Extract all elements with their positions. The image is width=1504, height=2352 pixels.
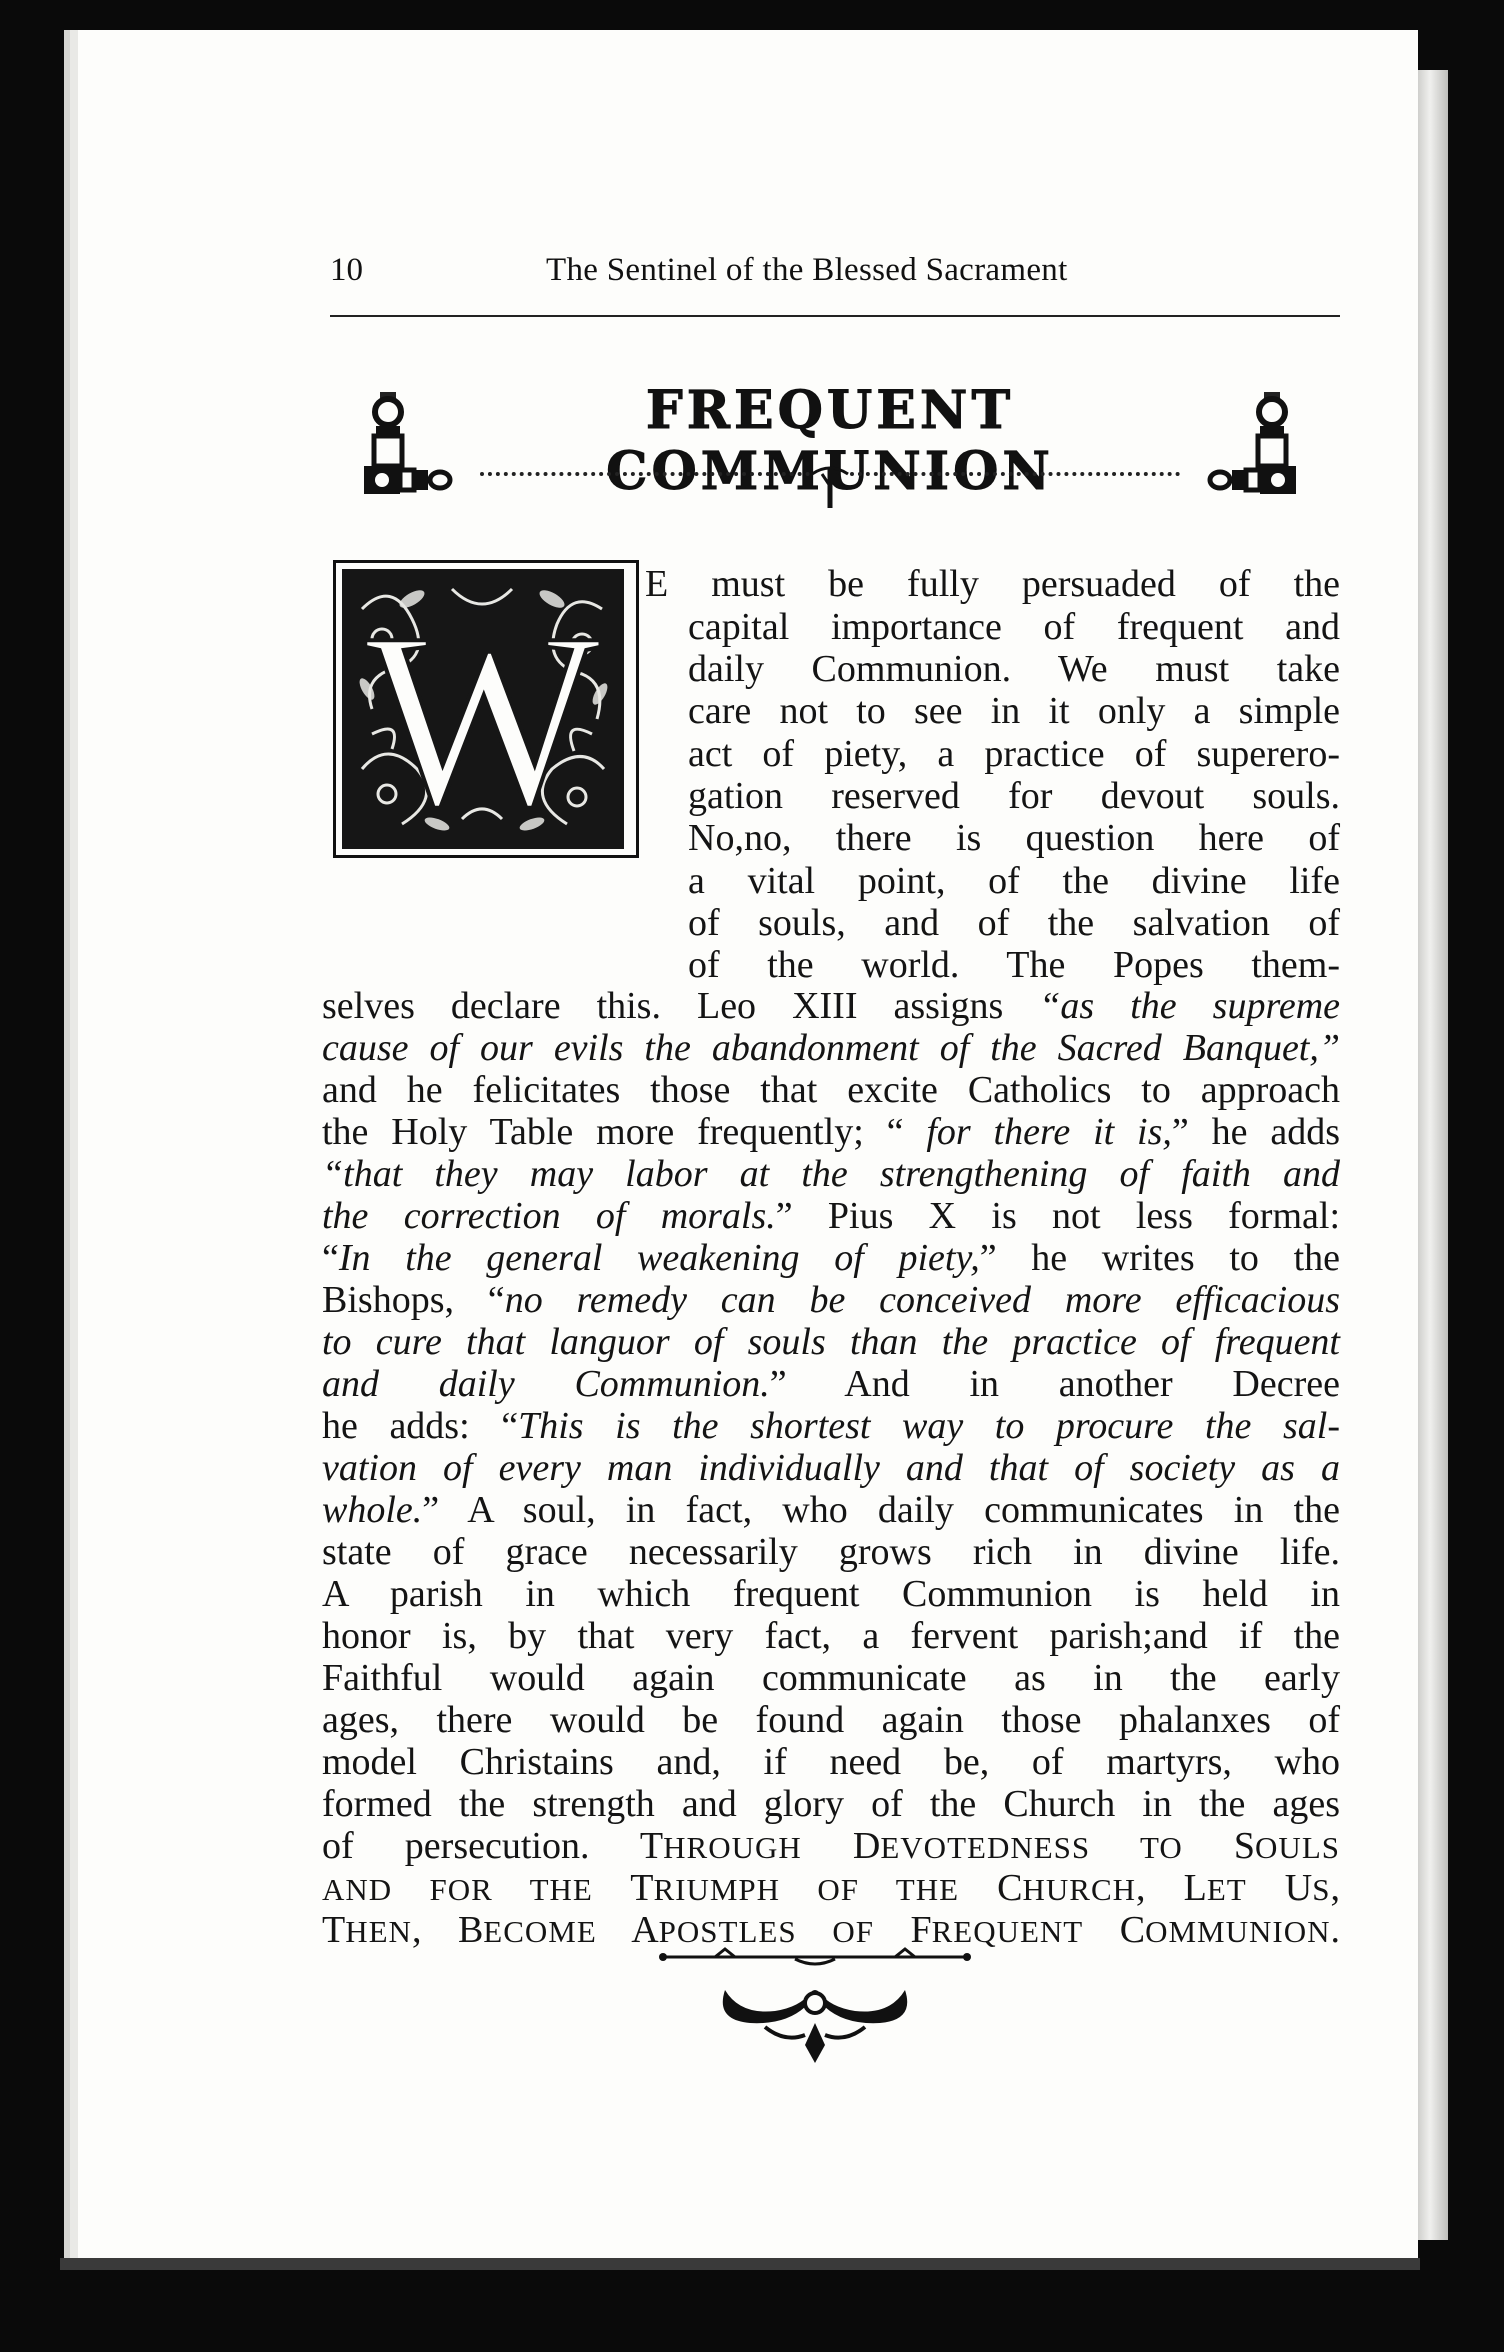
body-line: formed the strength and glory of the Church in the ages [322, 1783, 1340, 1825]
body-line: cause of our evils the abandonment of the Sacred Banquet,” [322, 1027, 1340, 1069]
body-line: “In the general weakening of piety,” he writes to the [322, 1237, 1340, 1279]
page-number: 10 [330, 252, 363, 288]
body-line: ages, there would be found again those phalanxes of [322, 1699, 1340, 1741]
body-line: the Holy Table more frequently; “ for there it is,” he adds [322, 1111, 1340, 1153]
body-line: and daily Communion.” And in another Decree [322, 1363, 1340, 1405]
body-line: and he felicitates those that excite Catholics to approach [322, 1069, 1340, 1111]
article-title: FREQUENT COMMUNION [606, 380, 1054, 502]
body-line: honor is, by that very fact, a fervent parish;and if the [322, 1615, 1340, 1657]
body-line: AND FOR THE TRIUMPH OF THE CHURCH, LET US, [322, 1867, 1341, 1909]
body-line: care not to see in it only a simple [688, 690, 1340, 732]
body-line: A parish in which frequent Communion is held in [322, 1573, 1340, 1615]
body-line: state of grace necessarily grows rich in divine life. [322, 1531, 1340, 1573]
body-line: capital importance of frequent and [688, 606, 1340, 648]
body-line: a vital point, of the divine life [688, 860, 1340, 902]
running-title: The Sentinel of the Blessed Sacrament [546, 252, 1068, 288]
body-line: “that they may labor at the strengthening of faith and [322, 1153, 1340, 1195]
body-line: whole.” A soul, in fact, who daily communicates in the [322, 1489, 1340, 1531]
body-line: to cure that languor of souls than the practice of frequent [322, 1321, 1340, 1363]
body-line: of souls, and of the salvation of [688, 902, 1340, 944]
body-line: No,no, there is question here of [688, 817, 1340, 859]
body-line: act of piety, a practice of superero- [688, 733, 1340, 775]
body-line: E must be fully persuaded of the [645, 563, 1340, 605]
body-line: THEN, BECOME APOSTLES OF FREQUENT COMMUNION. [322, 1909, 1340, 1951]
body-line: Faithful would again communicate as in the early [322, 1657, 1340, 1699]
svg-text:W: W [365, 582, 601, 849]
tailpiece-ornament-icon [655, 1945, 975, 2075]
body-line: vation of every man individually and that of society as a [322, 1447, 1340, 1489]
body-line: of the world. The Popes them- [688, 944, 1340, 986]
body-line: he adds: “This is the shortest way to procure the sal- [322, 1405, 1340, 1447]
body-line: Bishops, “no remedy can be conceived more efficacious [322, 1279, 1340, 1321]
body-line: model Christains and, if need be, of martyrs, who [322, 1741, 1340, 1783]
body-line: selves declare this. Leo XIII assigns “as the supreme [322, 985, 1341, 1027]
body-line: daily Communion. We must take [688, 648, 1340, 690]
body-line: the correction of morals.” Pius X is not less formal: [322, 1195, 1340, 1237]
body-line: of persecution. THROUGH DEVOTEDNESS TO SOULS [322, 1825, 1340, 1867]
body-line: gation reserved for devout souls. [688, 775, 1340, 817]
